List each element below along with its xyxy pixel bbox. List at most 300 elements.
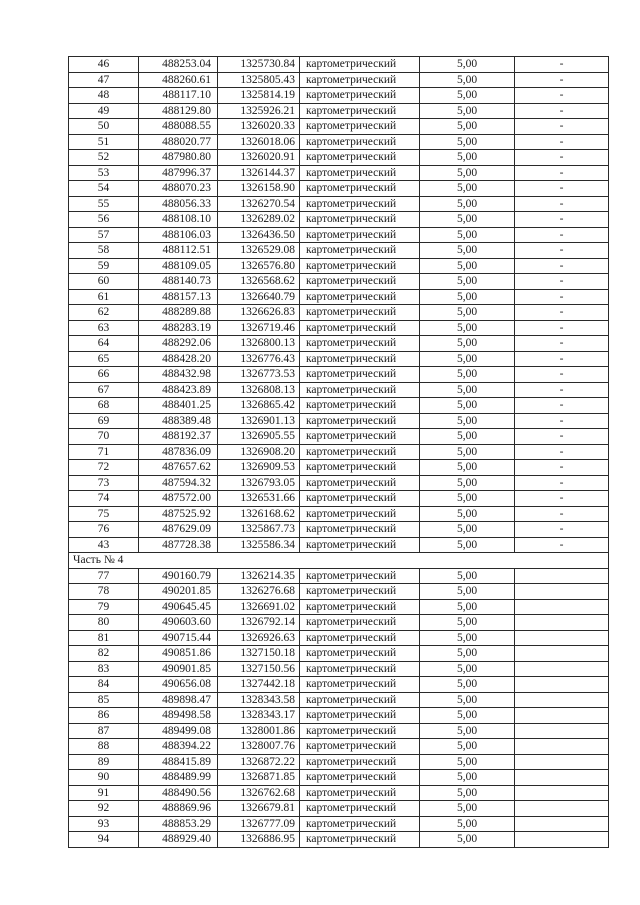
precision-cell: 5,00 (420, 243, 515, 259)
section-row-group (69, 553, 609, 569)
y-coordinate-cell: 1326576.80 (218, 258, 300, 274)
method-cell: картометрический (300, 444, 420, 460)
y-coordinate-cell: 1325814.19 (218, 88, 300, 104)
precision-cell: 5,00 (420, 72, 515, 88)
x-coordinate-cell: 490901.85 (139, 661, 218, 677)
description-cell: - (515, 289, 609, 305)
x-coordinate-cell: 488088.55 (139, 119, 218, 135)
description-cell (515, 584, 609, 600)
x-coordinate-cell: 489898.47 (139, 692, 218, 708)
method-cell: картометрический (300, 413, 420, 429)
method-cell: картометрический (300, 739, 420, 755)
x-coordinate-cell: 490656.08 (139, 677, 218, 693)
table-row (69, 258, 609, 274)
x-coordinate-cell: 487836.09 (139, 444, 218, 460)
x-coordinate-cell: 488253.04 (139, 57, 218, 73)
description-cell (515, 677, 609, 693)
precision-cell: 5,00 (420, 305, 515, 321)
description-cell: - (515, 537, 609, 553)
precision-cell: 5,00 (420, 816, 515, 832)
y-coordinate-cell: 1326276.68 (218, 584, 300, 600)
table-row (69, 134, 609, 150)
method-cell: картометрический (300, 289, 420, 305)
x-coordinate-cell: 488389.48 (139, 413, 218, 429)
x-coordinate-cell: 488428.20 (139, 351, 218, 367)
point-number-cell: 88 (69, 739, 139, 755)
description-cell (515, 754, 609, 770)
point-number-cell: 76 (69, 522, 139, 538)
point-number-cell: 50 (69, 119, 139, 135)
point-number-cell: 55 (69, 196, 139, 212)
x-coordinate-cell: 487594.32 (139, 475, 218, 491)
point-number-cell: 82 (69, 646, 139, 662)
x-coordinate-cell: 487629.09 (139, 522, 218, 538)
precision-cell: 5,00 (420, 134, 515, 150)
description-cell: - (515, 196, 609, 212)
table-row (69, 227, 609, 243)
table-row (69, 832, 609, 848)
point-number-cell: 64 (69, 336, 139, 352)
precision-cell: 5,00 (420, 258, 515, 274)
x-coordinate-cell: 490851.86 (139, 646, 218, 662)
table-row (69, 103, 609, 119)
precision-cell: 5,00 (420, 320, 515, 336)
method-cell: картометрический (300, 382, 420, 398)
table-row (69, 646, 609, 662)
table-row (69, 165, 609, 181)
x-coordinate-cell: 490645.45 (139, 599, 218, 615)
table-row (69, 770, 609, 786)
precision-cell: 5,00 (420, 615, 515, 631)
point-number-cell: 68 (69, 398, 139, 414)
point-number-cell: 57 (69, 227, 139, 243)
precision-cell: 5,00 (420, 88, 515, 104)
method-cell: картометрический (300, 196, 420, 212)
method-cell: картометрический (300, 150, 420, 166)
method-cell: картометрический (300, 816, 420, 832)
table-row (69, 444, 609, 460)
table-row (69, 801, 609, 817)
x-coordinate-cell: 488108.10 (139, 212, 218, 228)
point-number-cell: 91 (69, 785, 139, 801)
table-row (69, 708, 609, 724)
method-cell: картометрический (300, 134, 420, 150)
y-coordinate-cell: 1327150.18 (218, 646, 300, 662)
table-row (69, 615, 609, 631)
precision-cell: 5,00 (420, 274, 515, 290)
point-number-cell: 51 (69, 134, 139, 150)
table-row (69, 692, 609, 708)
x-coordinate-cell: 489499.08 (139, 723, 218, 739)
precision-cell: 5,00 (420, 351, 515, 367)
point-number-cell: 93 (69, 816, 139, 832)
x-coordinate-cell: 490603.60 (139, 615, 218, 631)
y-coordinate-cell: 1325730.84 (218, 57, 300, 73)
precision-cell: 5,00 (420, 196, 515, 212)
precision-cell: 5,00 (420, 429, 515, 445)
method-cell: картометрический (300, 677, 420, 693)
description-cell: - (515, 413, 609, 429)
y-coordinate-cell: 1326568.62 (218, 274, 300, 290)
y-coordinate-cell: 1326020.33 (218, 119, 300, 135)
precision-cell: 5,00 (420, 398, 515, 414)
description-cell: - (515, 444, 609, 460)
y-coordinate-cell: 1326777.09 (218, 816, 300, 832)
point-number-cell: 65 (69, 351, 139, 367)
description-cell (515, 599, 609, 615)
precision-cell: 5,00 (420, 227, 515, 243)
point-number-cell: 61 (69, 289, 139, 305)
description-cell (515, 770, 609, 786)
point-number-cell: 81 (69, 630, 139, 646)
description-cell: - (515, 522, 609, 538)
x-coordinate-cell: 488020.77 (139, 134, 218, 150)
table-row (69, 57, 609, 73)
precision-cell: 5,00 (420, 584, 515, 600)
method-cell: картометрический (300, 119, 420, 135)
x-coordinate-cell: 488112.51 (139, 243, 218, 259)
y-coordinate-cell: 1328343.17 (218, 708, 300, 724)
x-coordinate-cell: 487996.37 (139, 165, 218, 181)
method-cell: картометрический (300, 258, 420, 274)
y-coordinate-cell: 1327150.56 (218, 661, 300, 677)
x-coordinate-cell: 488853.29 (139, 816, 218, 832)
table-row (69, 491, 609, 507)
method-cell: картометрический (300, 212, 420, 228)
method-cell: картометрический (300, 72, 420, 88)
point-number-cell: 69 (69, 413, 139, 429)
description-cell (515, 739, 609, 755)
description-cell (515, 568, 609, 584)
table-row (69, 119, 609, 135)
description-cell (515, 646, 609, 662)
precision-cell: 5,00 (420, 212, 515, 228)
precision-cell: 5,00 (420, 522, 515, 538)
y-coordinate-cell: 1326691.02 (218, 599, 300, 615)
precision-cell: 5,00 (420, 103, 515, 119)
description-cell: - (515, 72, 609, 88)
method-cell: картометрический (300, 305, 420, 321)
description-cell: - (515, 274, 609, 290)
point-number-cell: 52 (69, 150, 139, 166)
y-coordinate-cell: 1326144.37 (218, 165, 300, 181)
y-coordinate-cell: 1326808.13 (218, 382, 300, 398)
description-cell (515, 615, 609, 631)
table-row (69, 150, 609, 166)
table-row (69, 522, 609, 538)
precision-cell: 5,00 (420, 770, 515, 786)
method-cell: картометрический (300, 320, 420, 336)
description-cell: - (515, 88, 609, 104)
table-row (69, 212, 609, 228)
method-cell: картометрический (300, 57, 420, 73)
method-cell: картометрический (300, 398, 420, 414)
description-cell: - (515, 57, 609, 73)
description-cell (515, 785, 609, 801)
x-coordinate-cell: 488423.89 (139, 382, 218, 398)
table-row (69, 196, 609, 212)
y-coordinate-cell: 1325805.43 (218, 72, 300, 88)
table-row (69, 367, 609, 383)
table-row (69, 382, 609, 398)
table-row (69, 584, 609, 600)
table-row (69, 88, 609, 104)
x-coordinate-cell: 488056.33 (139, 196, 218, 212)
point-number-cell: 70 (69, 429, 139, 445)
point-number-cell: 92 (69, 801, 139, 817)
table-row (69, 305, 609, 321)
point-number-cell: 49 (69, 103, 139, 119)
y-coordinate-cell: 1326872.22 (218, 754, 300, 770)
method-cell: картометрический (300, 568, 420, 584)
method-cell: картометрический (300, 165, 420, 181)
method-cell: картометрический (300, 351, 420, 367)
table-row (69, 475, 609, 491)
point-number-cell: 67 (69, 382, 139, 398)
method-cell: картометрический (300, 336, 420, 352)
point-number-cell: 71 (69, 444, 139, 460)
method-cell: картометрический (300, 460, 420, 476)
table-row (69, 785, 609, 801)
precision-cell: 5,00 (420, 491, 515, 507)
table-row (69, 599, 609, 615)
precision-cell: 5,00 (420, 832, 515, 848)
point-number-cell: 90 (69, 770, 139, 786)
point-number-cell: 58 (69, 243, 139, 259)
table-row (69, 506, 609, 522)
x-coordinate-cell: 490201.85 (139, 584, 218, 600)
table-row (69, 336, 609, 352)
description-cell (515, 832, 609, 848)
x-coordinate-cell: 488292.06 (139, 336, 218, 352)
precision-cell: 5,00 (420, 801, 515, 817)
y-coordinate-cell: 1326901.13 (218, 413, 300, 429)
table-body-part-3 (69, 57, 609, 553)
description-cell: - (515, 103, 609, 119)
description-cell: - (515, 181, 609, 197)
precision-cell: 5,00 (420, 150, 515, 166)
x-coordinate-cell: 488192.37 (139, 429, 218, 445)
x-coordinate-cell: 488394.22 (139, 739, 218, 755)
precision-cell: 5,00 (420, 165, 515, 181)
precision-cell: 5,00 (420, 723, 515, 739)
method-cell: картометрический (300, 661, 420, 677)
precision-cell: 5,00 (420, 646, 515, 662)
y-coordinate-cell: 1326773.53 (218, 367, 300, 383)
coordinates-document (68, 56, 608, 848)
x-coordinate-cell: 488157.13 (139, 289, 218, 305)
precision-cell: 5,00 (420, 599, 515, 615)
method-cell: картометрический (300, 754, 420, 770)
precision-cell: 5,00 (420, 413, 515, 429)
point-number-cell: 54 (69, 181, 139, 197)
precision-cell: 5,00 (420, 181, 515, 197)
method-cell: картометрический (300, 475, 420, 491)
precision-cell: 5,00 (420, 537, 515, 553)
method-cell: картометрический (300, 506, 420, 522)
precision-cell: 5,00 (420, 460, 515, 476)
method-cell: картометрический (300, 429, 420, 445)
method-cell: картометрический (300, 584, 420, 600)
precision-cell: 5,00 (420, 692, 515, 708)
x-coordinate-cell: 488106.03 (139, 227, 218, 243)
x-coordinate-cell: 487525.92 (139, 506, 218, 522)
point-number-cell: 62 (69, 305, 139, 321)
precision-cell: 5,00 (420, 661, 515, 677)
y-coordinate-cell: 1326436.50 (218, 227, 300, 243)
description-cell: - (515, 150, 609, 166)
table-row (69, 723, 609, 739)
point-number-cell: 43 (69, 537, 139, 553)
precision-cell: 5,00 (420, 119, 515, 135)
y-coordinate-cell: 1326800.13 (218, 336, 300, 352)
method-cell: картометрический (300, 181, 420, 197)
x-coordinate-cell: 488415.89 (139, 754, 218, 770)
point-number-cell: 86 (69, 708, 139, 724)
method-cell: картометрический (300, 367, 420, 383)
point-number-cell: 75 (69, 506, 139, 522)
description-cell: - (515, 506, 609, 522)
point-number-cell: 60 (69, 274, 139, 290)
y-coordinate-cell: 1326719.46 (218, 320, 300, 336)
table-row (69, 289, 609, 305)
point-number-cell: 48 (69, 88, 139, 104)
description-cell: - (515, 475, 609, 491)
y-coordinate-cell: 1326905.55 (218, 429, 300, 445)
method-cell: картометрический (300, 522, 420, 538)
y-coordinate-cell: 1326158.90 (218, 181, 300, 197)
precision-cell: 5,00 (420, 336, 515, 352)
x-coordinate-cell: 489498.58 (139, 708, 218, 724)
x-coordinate-cell: 487728.38 (139, 537, 218, 553)
precision-cell: 5,00 (420, 754, 515, 770)
description-cell: - (515, 227, 609, 243)
description-cell: - (515, 119, 609, 135)
table-row (69, 429, 609, 445)
description-cell: - (515, 351, 609, 367)
x-coordinate-cell: 487980.80 (139, 150, 218, 166)
description-cell: - (515, 165, 609, 181)
y-coordinate-cell: 1325586.34 (218, 537, 300, 553)
y-coordinate-cell: 1328343.58 (218, 692, 300, 708)
table-body-part-4 (69, 568, 609, 847)
x-coordinate-cell: 488490.56 (139, 785, 218, 801)
x-coordinate-cell: 488929.40 (139, 832, 218, 848)
method-cell: картометрический (300, 103, 420, 119)
coordinates-table (68, 56, 609, 848)
method-cell: картометрический (300, 274, 420, 290)
method-cell: картометрический (300, 630, 420, 646)
table-row (69, 630, 609, 646)
table-row (69, 537, 609, 553)
table-row (69, 351, 609, 367)
x-coordinate-cell: 488289.88 (139, 305, 218, 321)
precision-cell: 5,00 (420, 506, 515, 522)
method-cell: картометрический (300, 615, 420, 631)
point-number-cell: 72 (69, 460, 139, 476)
point-number-cell: 84 (69, 677, 139, 693)
point-number-cell: 85 (69, 692, 139, 708)
precision-cell: 5,00 (420, 289, 515, 305)
y-coordinate-cell: 1326679.81 (218, 801, 300, 817)
precision-cell: 5,00 (420, 367, 515, 383)
point-number-cell: 46 (69, 57, 139, 73)
table-row (69, 320, 609, 336)
x-coordinate-cell: 488401.25 (139, 398, 218, 414)
description-cell (515, 692, 609, 708)
y-coordinate-cell: 1326886.95 (218, 832, 300, 848)
y-coordinate-cell: 1326640.79 (218, 289, 300, 305)
precision-cell: 5,00 (420, 708, 515, 724)
x-coordinate-cell: 490160.79 (139, 568, 218, 584)
table-row (69, 739, 609, 755)
point-number-cell: 56 (69, 212, 139, 228)
y-coordinate-cell: 1326909.53 (218, 460, 300, 476)
method-cell: картометрический (300, 599, 420, 615)
description-cell (515, 723, 609, 739)
point-number-cell: 63 (69, 320, 139, 336)
table-row (69, 243, 609, 259)
point-number-cell: 94 (69, 832, 139, 848)
point-number-cell: 78 (69, 584, 139, 600)
description-cell: - (515, 134, 609, 150)
method-cell: картометрический (300, 537, 420, 553)
y-coordinate-cell: 1326018.06 (218, 134, 300, 150)
precision-cell: 5,00 (420, 739, 515, 755)
method-cell: картометрический (300, 723, 420, 739)
y-coordinate-cell: 1326793.05 (218, 475, 300, 491)
x-coordinate-cell: 488140.73 (139, 274, 218, 290)
y-coordinate-cell: 1325926.21 (218, 103, 300, 119)
y-coordinate-cell: 1326270.54 (218, 196, 300, 212)
description-cell (515, 801, 609, 817)
section-label: Часть № 4 (69, 553, 609, 569)
point-number-cell: 59 (69, 258, 139, 274)
y-coordinate-cell: 1326908.20 (218, 444, 300, 460)
y-coordinate-cell: 1326529.08 (218, 243, 300, 259)
point-number-cell: 87 (69, 723, 139, 739)
y-coordinate-cell: 1326776.43 (218, 351, 300, 367)
description-cell: - (515, 398, 609, 414)
description-cell: - (515, 305, 609, 321)
y-coordinate-cell: 1327442.18 (218, 677, 300, 693)
y-coordinate-cell: 1326762.68 (218, 785, 300, 801)
precision-cell: 5,00 (420, 630, 515, 646)
y-coordinate-cell: 1328001.86 (218, 723, 300, 739)
point-number-cell: 79 (69, 599, 139, 615)
method-cell: картометрический (300, 243, 420, 259)
description-cell (515, 661, 609, 677)
y-coordinate-cell: 1325867.73 (218, 522, 300, 538)
y-coordinate-cell: 1326871.85 (218, 770, 300, 786)
point-number-cell: 77 (69, 568, 139, 584)
method-cell: картометрический (300, 692, 420, 708)
point-number-cell: 47 (69, 72, 139, 88)
point-number-cell: 74 (69, 491, 139, 507)
description-cell: - (515, 336, 609, 352)
method-cell: картометрический (300, 646, 420, 662)
table-row (69, 754, 609, 770)
description-cell: - (515, 460, 609, 476)
table-row (69, 661, 609, 677)
y-coordinate-cell: 1326214.35 (218, 568, 300, 584)
precision-cell: 5,00 (420, 677, 515, 693)
y-coordinate-cell: 1326865.42 (218, 398, 300, 414)
x-coordinate-cell: 488117.10 (139, 88, 218, 104)
description-cell: - (515, 367, 609, 383)
section-header-row (69, 553, 609, 569)
x-coordinate-cell: 488129.80 (139, 103, 218, 119)
